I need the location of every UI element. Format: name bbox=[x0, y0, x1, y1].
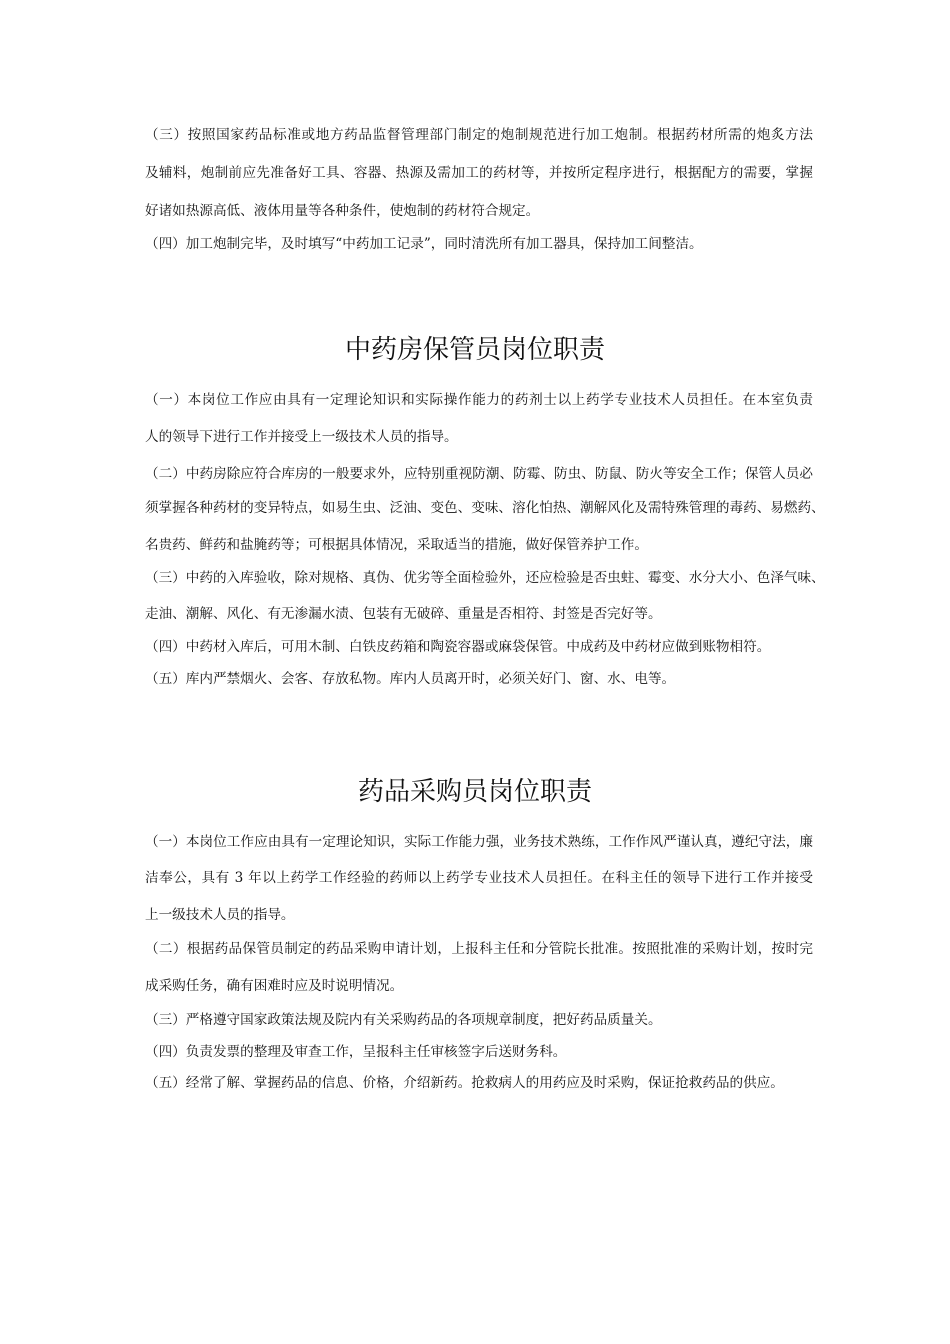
paragraph-line: （二）根据药品保管员制定的药品采购申请计划，上报科主任和分管院长批准。按照批准的采购计划，按时完 bbox=[145, 941, 813, 957]
paragraph-line: 名贵药、鲜药和盐腌药等；可根据具体情况，采取适当的措施，做好保管养护工作。 bbox=[145, 537, 648, 553]
paragraph-line: 走油、潮解、风化、有无渗漏水渍、包装有无破碎、重量是否相符、封签是否完好等。 bbox=[145, 606, 662, 622]
paragraph-line: （五）经常了解、掌握药品的信息、价格，介绍新药。抢救病人的用药应及时采购，保证抢救药品的供应。 bbox=[145, 1075, 784, 1091]
paragraph-line: （三）中药的入库验收，除对规格、真伪、优劣等全面检验外，还应检验是否虫蛀、霉变、水分大小、色泽气味、 bbox=[145, 570, 825, 586]
paragraph-line: 人的领导下进行工作并接受上一级技术人员的指导。 bbox=[145, 429, 458, 445]
paragraph-line: 好诸如热源高低、液体用量等各种条件，使炮制的药材符合规定。 bbox=[145, 203, 540, 219]
paragraph-line: 洁奉公，具有 3 年以上药学工作经验的药师以上药学专业技术人员担任。在科主任的领导下进行工作并接受 bbox=[145, 870, 813, 886]
paragraph-line: （一）本岗位工作应由具有一定理论知识，实际工作能力强，业务技术熟练，工作作风严谨认真，遵纪守法，廉 bbox=[145, 834, 813, 850]
paragraph-line: （三）严格遵守国家政策法规及院内有关采购药品的各项规章制度，把好药品质量关。 bbox=[145, 1012, 662, 1028]
paragraph-line: （四）加工炮制完毕，及时填写“中药加工记录”，同时清洗所有加工器具，保持加工间整洁。 bbox=[145, 236, 703, 252]
section-title-storekeeper: 中药房保管员岗位职责 bbox=[344, 335, 605, 365]
paragraph-line: （一）本岗位工作应由具有一定理论知识和实际操作能力的药剂士以上药学专业技术人员担任。在本室负责 bbox=[145, 392, 813, 408]
paragraph-line: （三）按照国家药品标准或地方药品监督管理部门制定的炮制规范进行加工炮制。根据药材所需的炮炙方法 bbox=[145, 127, 813, 143]
paragraph-line: 须掌握各种药材的变异特点，如易生虫、泛油、变色、变味、溶化怕热、潮解风化及需特殊管理的毒药、易燃药、 bbox=[145, 500, 825, 516]
paragraph-line: 及辅料，炮制前应先准备好工具、容器、热源及需加工的药材等，并按所定程序进行，根据配方的需要，掌握 bbox=[145, 165, 813, 181]
paragraph-line: （四）负责发票的整理及审查工作，呈报科主任审核签字后送财务科。 bbox=[145, 1044, 567, 1060]
paragraph-line: （四）中药材入库后，可用木制、白铁皮药箱和陶瓷容器或麻袋保管。中成药及中药材应做到账物相符。 bbox=[145, 639, 771, 655]
paragraph-line: 上一级技术人员的指导。 bbox=[145, 907, 295, 923]
paragraph-line: （五）库内严禁烟火、会客、存放私物。库内人员离开时，必须关好门、窗、水、电等。 bbox=[145, 671, 676, 687]
paragraph-line: （二）中药房除应符合库房的一般要求外，应特别重视防潮、防霉、防虫、防鼠、防火等安全工作；保管人员必 bbox=[145, 466, 813, 482]
paragraph-line: 成采购任务，确有困难时应及时说明情况。 bbox=[145, 978, 404, 994]
section-title-purchaser: 药品采购员岗位职责 bbox=[357, 777, 592, 807]
